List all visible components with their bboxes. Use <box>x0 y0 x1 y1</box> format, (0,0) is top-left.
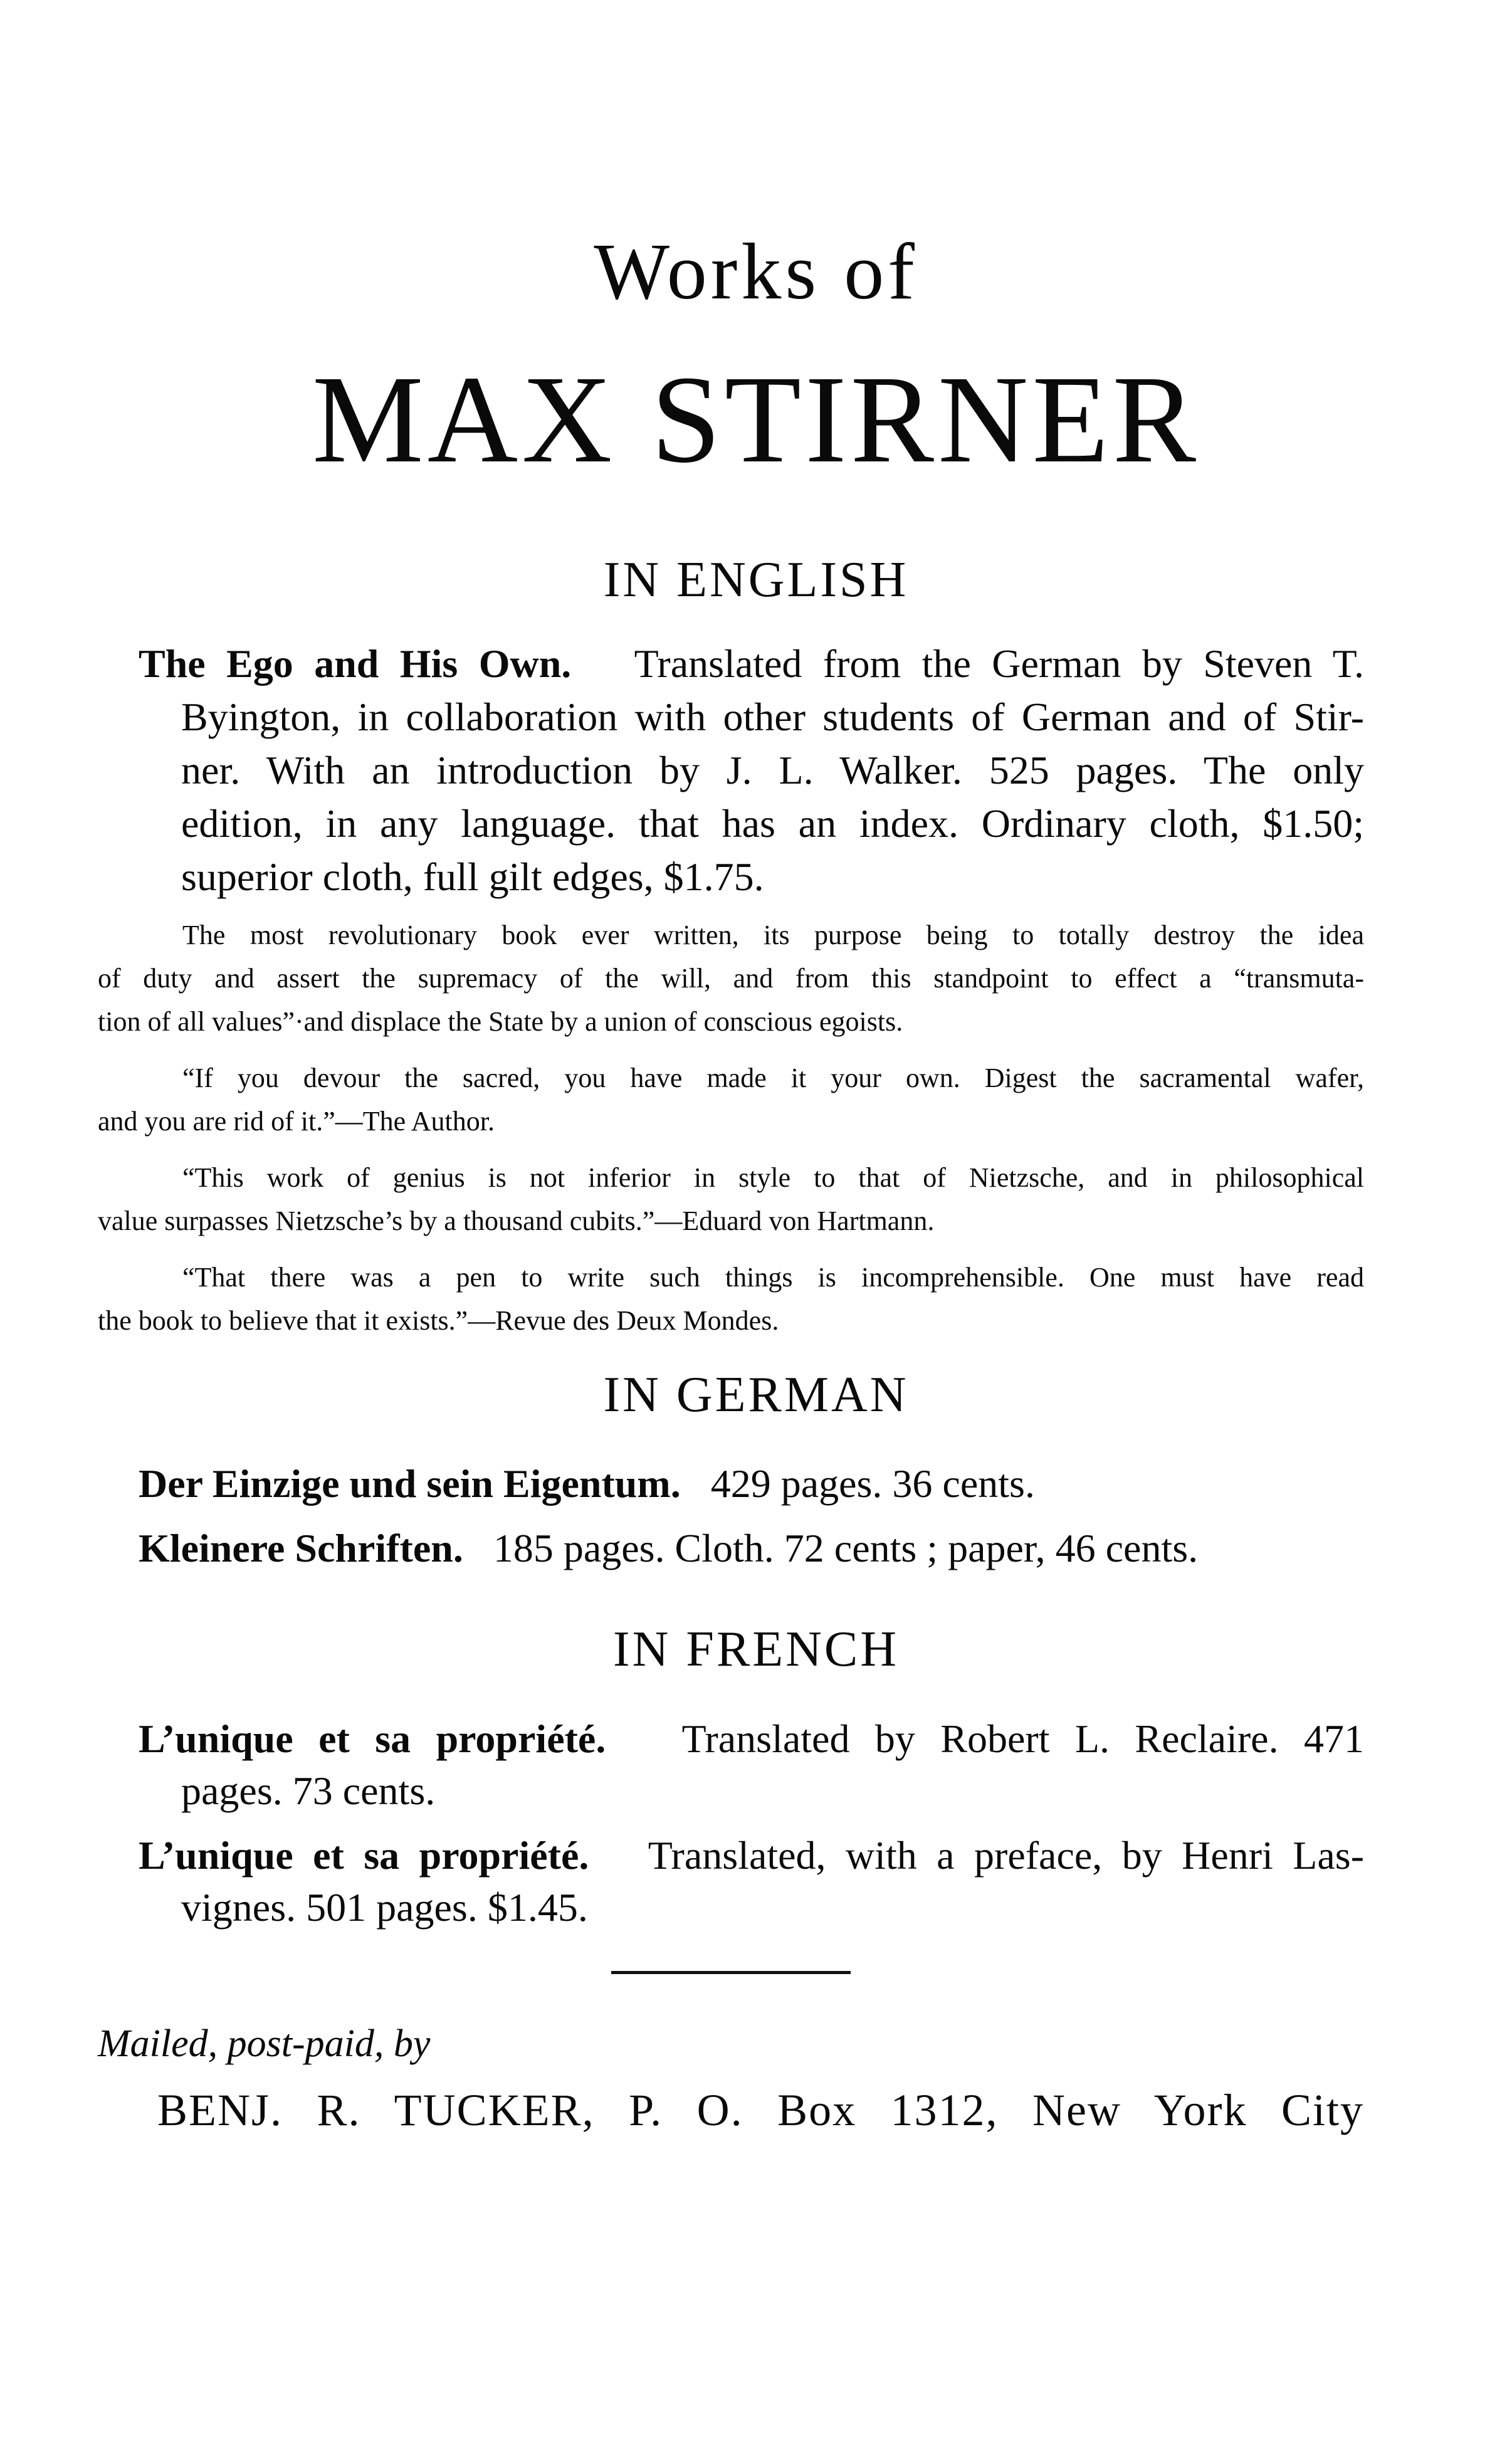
text-line: the book to believe that it exists.”—Revue des Deux Mondes. <box>98 1305 779 1336</box>
book-title: L’unique et sa propriété. <box>139 1833 589 1878</box>
mailed-note: Mailed, post-paid, by <box>98 2022 431 2065</box>
book-description: superior cloth, full gilt edges, $1.75. <box>181 854 764 899</box>
text-line: “If you devour the sacred, you have made it your own. Digest the sacramental wafer, <box>182 1063 1364 1093</box>
text-line: The most revolutionary book ever written, its purpose being to totally destroy the idea <box>182 920 1364 950</box>
quote-hartmann <box>98 1156 1364 1243</box>
french-entries <box>139 1713 1364 1933</box>
section-heading-english: IN ENGLISH <box>603 552 909 607</box>
book-title: Kleinere Schriften. <box>139 1526 463 1570</box>
book-entry <box>139 1829 1364 1933</box>
book-title: Der Einzige und sein Eigentum. <box>139 1461 681 1506</box>
book-entry <box>139 1713 1364 1817</box>
quote-revue <box>98 1256 1364 1342</box>
book-details: vignes. 501 pages. $1.45. <box>181 1885 588 1930</box>
book-entry <box>139 1458 1364 1510</box>
book-description: ner. With an introduction by J. L. Walker. 525 pages. The only <box>181 748 1364 792</box>
quote-author <box>98 1056 1364 1143</box>
section-heading-german: IN GERMAN <box>603 1367 909 1422</box>
reviews <box>98 913 1364 1355</box>
book-details: 185 pages. Cloth. 72 cents ; paper, 46 cents. <box>493 1526 1199 1570</box>
text-line: “This work of genius is not inferior in style to that of Nietzsche, and in philosophical <box>182 1162 1364 1193</box>
text-line: tion of all values”·and displace the State by a union of conscious egoists. <box>98 1006 903 1037</box>
book-details: pages. 73 cents. <box>181 1768 436 1813</box>
text-line: and you are rid of it.”—The Author. <box>98 1106 495 1137</box>
text-line: “That there was a pen to write such things is incomprehensible. One must have read <box>182 1262 1364 1293</box>
text-line: of duty and assert the supremacy of the will, and from this standpoint to effect a “transmuta- <box>98 963 1364 994</box>
book-title: L’unique et sa propriété. <box>139 1716 606 1761</box>
publisher-address: BENJ. R. TUCKER, P. O. Box 1312, New York City <box>157 2085 1364 2135</box>
book-details: 429 pages. 36 cents. <box>710 1461 1035 1506</box>
divider-rule <box>611 1971 851 1974</box>
book-details: Translated, with a preface, by Henri Las- <box>648 1833 1365 1878</box>
text-line: value surpasses Nietzsche’s by a thousand cubits.”—Eduard von Hartmann. <box>98 1206 935 1236</box>
book-description: Byington, in collaboration with other students of German and of Stir- <box>181 695 1364 739</box>
section-heading-french: IN FRENCH <box>612 1622 900 1677</box>
german-entries <box>139 1458 1364 1574</box>
book-details: Translated by Robert L. Reclaire. 471 <box>681 1716 1365 1761</box>
book-description: edition, in any language. that has an index. Ordinary cloth, $1.50; <box>181 801 1364 846</box>
book-description: Translated from the German by Steven T. <box>634 641 1365 686</box>
page-title: MAX STIRNER <box>312 350 1200 489</box>
book-entry <box>139 1522 1364 1574</box>
description-paragraph <box>98 913 1364 1043</box>
pre-title: Works of <box>594 227 918 316</box>
book-entry-ego-and-his-own <box>139 637 1364 903</box>
book-title: The Ego and His Own. <box>139 641 572 686</box>
